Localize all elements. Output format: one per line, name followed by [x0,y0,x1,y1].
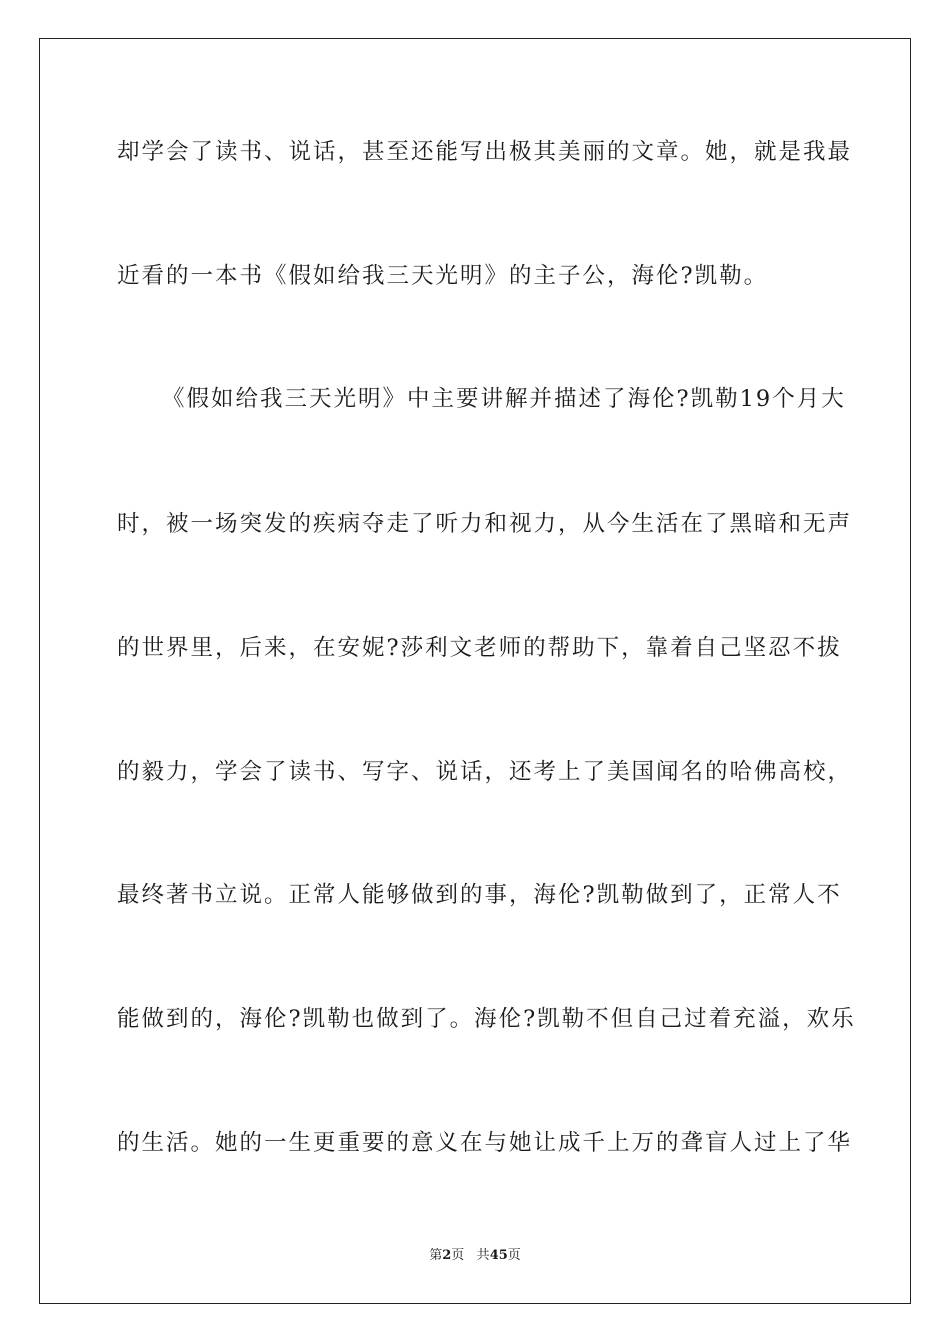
text-line-5: 的世界里，后来，在安妮?莎利文老师的帮助下，靠着自己坚忍不拔 [117,635,842,661]
text-line-2: 近看的一本书《假如给我三天光明》的主子公，海伦?凯勒。 [117,263,769,289]
footer-page-suffix: 页 [451,1248,465,1263]
footer-total-prefix: 共 [476,1248,490,1263]
text-line-4: 时，被一场突发的疾病夺走了听力和视力，从今生活在了黑暗和无声 [117,511,853,537]
text-line-6: 的毅力，学会了读书、写字、说话，还考上了美国闻名的哈佛高校， [117,759,853,785]
text-line-8: 能做到的，海伦?凯勒也做到了。海伦?凯勒不但自己过着充溢，欢乐 [117,1006,856,1032]
page-border [39,38,911,1304]
footer-total-pages: 45 [489,1248,508,1263]
text-line-7: 最终著书立说。正常人能够做到的事，海伦?凯勒做到了，正常人不 [117,882,842,908]
footer-page-number: 2 [442,1248,452,1263]
footer-total-suffix: 页 [507,1248,521,1263]
page-footer [0,1246,950,1266]
footer-page-prefix: 第 [429,1248,443,1263]
text-line-9: 的生活。她的一生更重要的意义在与她让成千上万的聋盲人过上了华 [117,1130,853,1156]
text-line-1: 却学会了读书、说话，甚至还能写出极其美丽的文章。她，就是我最 [117,139,853,165]
text-line-3: 《假如给我三天光明》中主要讲解并描述了海伦?凯勒19个月大 [162,386,846,412]
